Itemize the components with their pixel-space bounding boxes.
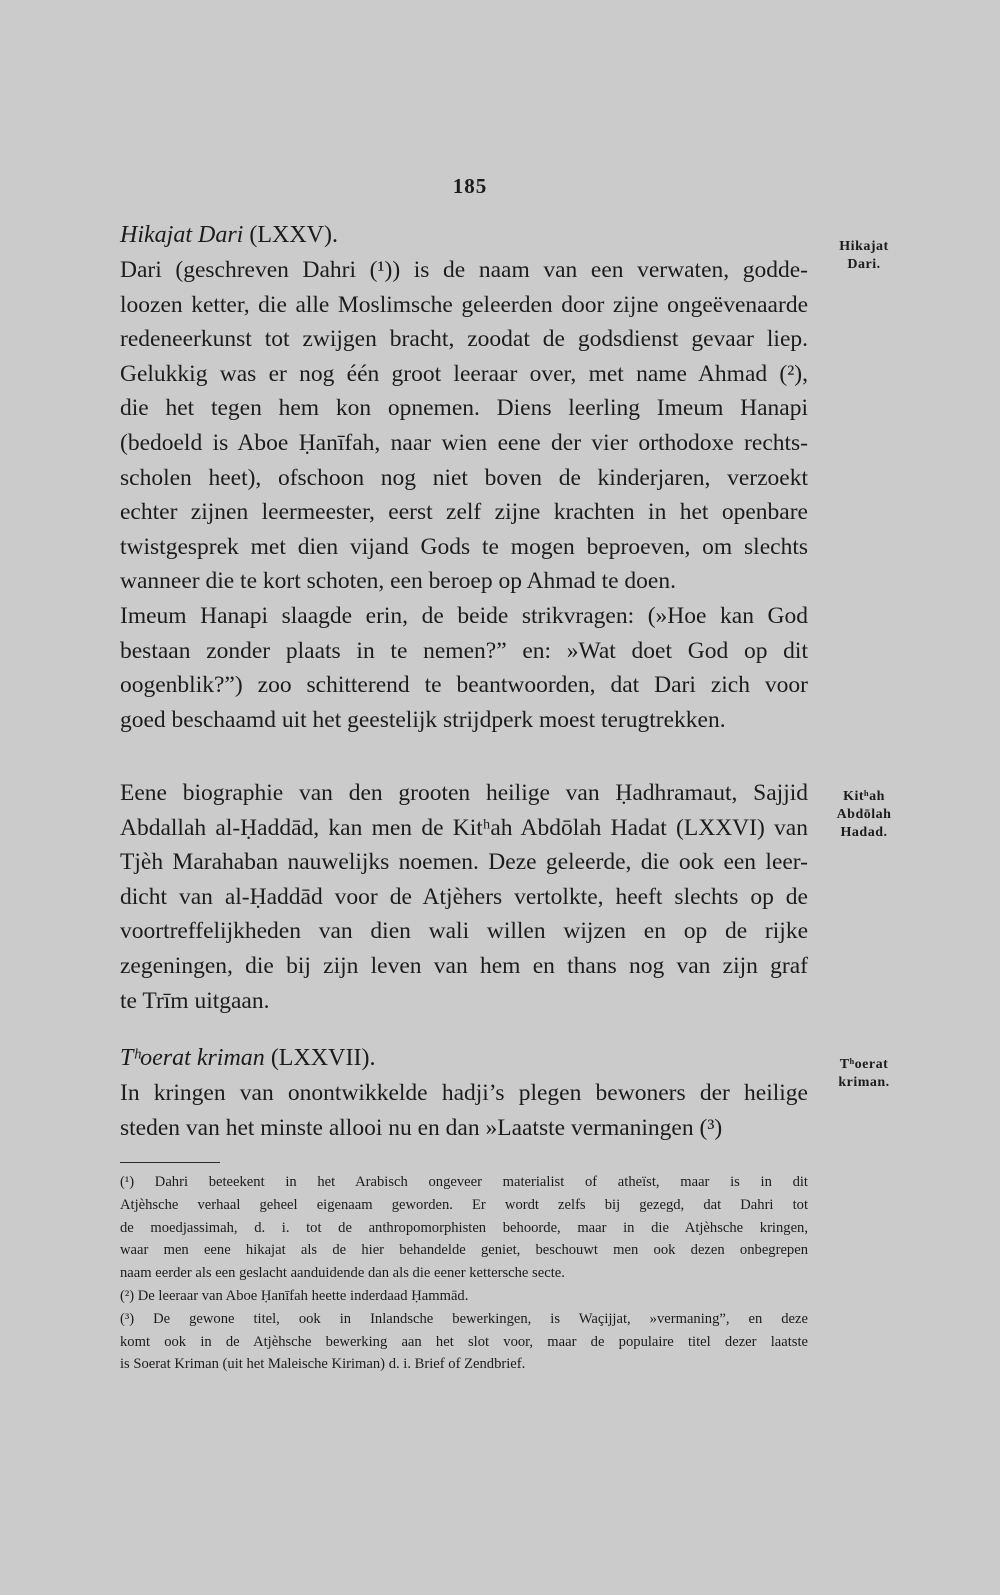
footnote-line: is Soerat Kriman (uit het Maleische Kiriman) d. i. Brief of Zendbrief. xyxy=(120,1356,526,1373)
text-line: Eene biographie van den grooten heilige van Ḥadhramaut, Sajjid xyxy=(120,780,808,806)
text-line: te Trīm uitgaan. xyxy=(120,987,270,1014)
text-line: bestaan zonder plaats in te nemen?” en: »Wat doet God op dit xyxy=(120,637,808,664)
footnote-line: de moedjassimah, d. i. tot de anthropomorphisten behoorde, maar in die Atjèhsche kringen, xyxy=(120,1219,808,1236)
section-heading xyxy=(120,217,808,253)
text-line: In kringen van onontwikkelde hadji’s plegen bewoners der heilige xyxy=(120,1080,808,1106)
text-line: oogenblik?”) zoo schitterend te beantwoorden, dat Dari zich voor xyxy=(120,672,808,699)
section-heading xyxy=(120,1040,808,1076)
text-line: scholen heet), ofschoon nog niet boven de kinderjaren, verzoekt xyxy=(120,464,808,491)
text-line: Gelukkig was er nog één groot leeraar over, met name Ahmad (²), xyxy=(120,360,808,387)
text-line: redeneerkunst tot zwijgen bracht, zoodat de godsdienst gevaar liep. xyxy=(120,326,808,353)
footnote-line: naam eerder als een geslacht aanduidende dan als die eener kettersche secte. xyxy=(120,1265,565,1282)
footnote-line: (²) De leeraar van Aboe Ḥanīfah heette inderdaad Ḥammād. xyxy=(120,1287,469,1304)
text-line: Dari (geschreven Dahri (¹)) is de naam van een verwaten, godde- xyxy=(120,257,808,283)
margin-note-line: Kitʰah xyxy=(843,789,885,804)
margin-note-line: kriman. xyxy=(838,1075,890,1090)
footnotes xyxy=(120,1171,808,1376)
margin-note-hikajat-dari xyxy=(818,238,910,274)
text-line: die het tegen hem kon opnemen. Diens leerling Imeum Hanapi xyxy=(120,395,808,422)
text-line: Imeum Hanapi slaagde erin, de beide strikvragen: (»Hoe kan God xyxy=(120,602,808,629)
margin-note-line: Hikajat xyxy=(839,239,889,254)
paragraph xyxy=(120,776,808,1018)
footnote-line: (¹) Dahri beteekent in het Arabisch ongeveer materialist of atheïst, maar is in dit xyxy=(120,1174,808,1190)
heading-title: Hikajat Dari xyxy=(120,222,244,248)
footnote-divider xyxy=(120,1162,220,1163)
margin-note-line: Tʰoerat xyxy=(839,1057,889,1072)
footnote-line: waar men eene hikajat als de hier behandelde geniet, beschouwt men ook dezen onbegrepen xyxy=(120,1242,808,1259)
text-line: Abdallah al-Ḥaddād, kan men de Kitʰah Abdōlah Hadat (LXXVI) van xyxy=(120,814,808,841)
text-line: voortreffelijkheden van dien wali willen wijzen en op de rijke xyxy=(120,918,808,945)
heading-title: Tʰoerat kriman xyxy=(120,1045,265,1071)
section-thoerat-kriman xyxy=(120,1040,808,1145)
page-number: 185 xyxy=(452,174,488,198)
text-line: echter zijnen leermeester, eerst zelf zijne krachten in het openbare xyxy=(120,499,808,526)
margin-note-line: Dari. xyxy=(847,257,881,272)
text-line: wanneer die te kort schoten, een beroep op Ahmad te doen. xyxy=(120,568,676,595)
text-line: Tjèh Marahaban nauwelijks noemen. Deze geleerde, die ook een leer- xyxy=(120,849,808,876)
footnote-line: (³) De gewone titel, ook in Inlandsche bewerkingen, is Waçijjat, »vermaning”, en deze xyxy=(120,1310,808,1327)
text-line: goed beschaamd uit het geestelijk strijdperk moest terugtrekken. xyxy=(120,706,726,733)
paragraph xyxy=(120,1076,808,1145)
heading-reference: (LXXV). xyxy=(243,222,338,248)
margin-note-kitah-abdolah-hadad xyxy=(818,788,910,842)
section-kitah-abdolah-hadad xyxy=(120,776,808,1018)
margin-note-line: Hadad. xyxy=(840,825,888,840)
heading-reference: (LXXVII). xyxy=(264,1045,376,1071)
footnote-line: komt ook in de Atjèhsche bewerking aan het slot voor, maar de populaire titel dezer laatste xyxy=(120,1333,808,1350)
margin-note-line: Abdōlah xyxy=(836,807,892,822)
text-line: steden van het minste allooi nu en dan »Laatste vermaningen (³) xyxy=(120,1114,723,1141)
text-line: dicht van al-Ḥaddād voor de Atjèhers vertolkte, heeft slechts op de xyxy=(120,883,808,910)
section-hikajat-dari xyxy=(120,217,808,737)
text-line: twistgesprek met dien vijand Gods te mogen beproeven, om slechts xyxy=(120,533,808,560)
paragraph xyxy=(120,253,808,737)
margin-note-thoerat-kriman xyxy=(818,1056,910,1092)
text-line: zegeningen, die bij zijn leven van hem en thans nog van zijn graf xyxy=(120,952,808,979)
footnote-line: Atjèhsche verhaal geheel eigenaam geworden. Er wordt zelfs bij gezegd, dat Dahri tot xyxy=(120,1196,808,1213)
text-line: loozen ketter, die alle Moslimsche geleerden door zijne ongeëvenaarde xyxy=(120,291,808,318)
text-line: (bedoeld is Aboe Ḥanīfah, naar wien eene der vier orthodoxe rechts- xyxy=(120,429,808,456)
